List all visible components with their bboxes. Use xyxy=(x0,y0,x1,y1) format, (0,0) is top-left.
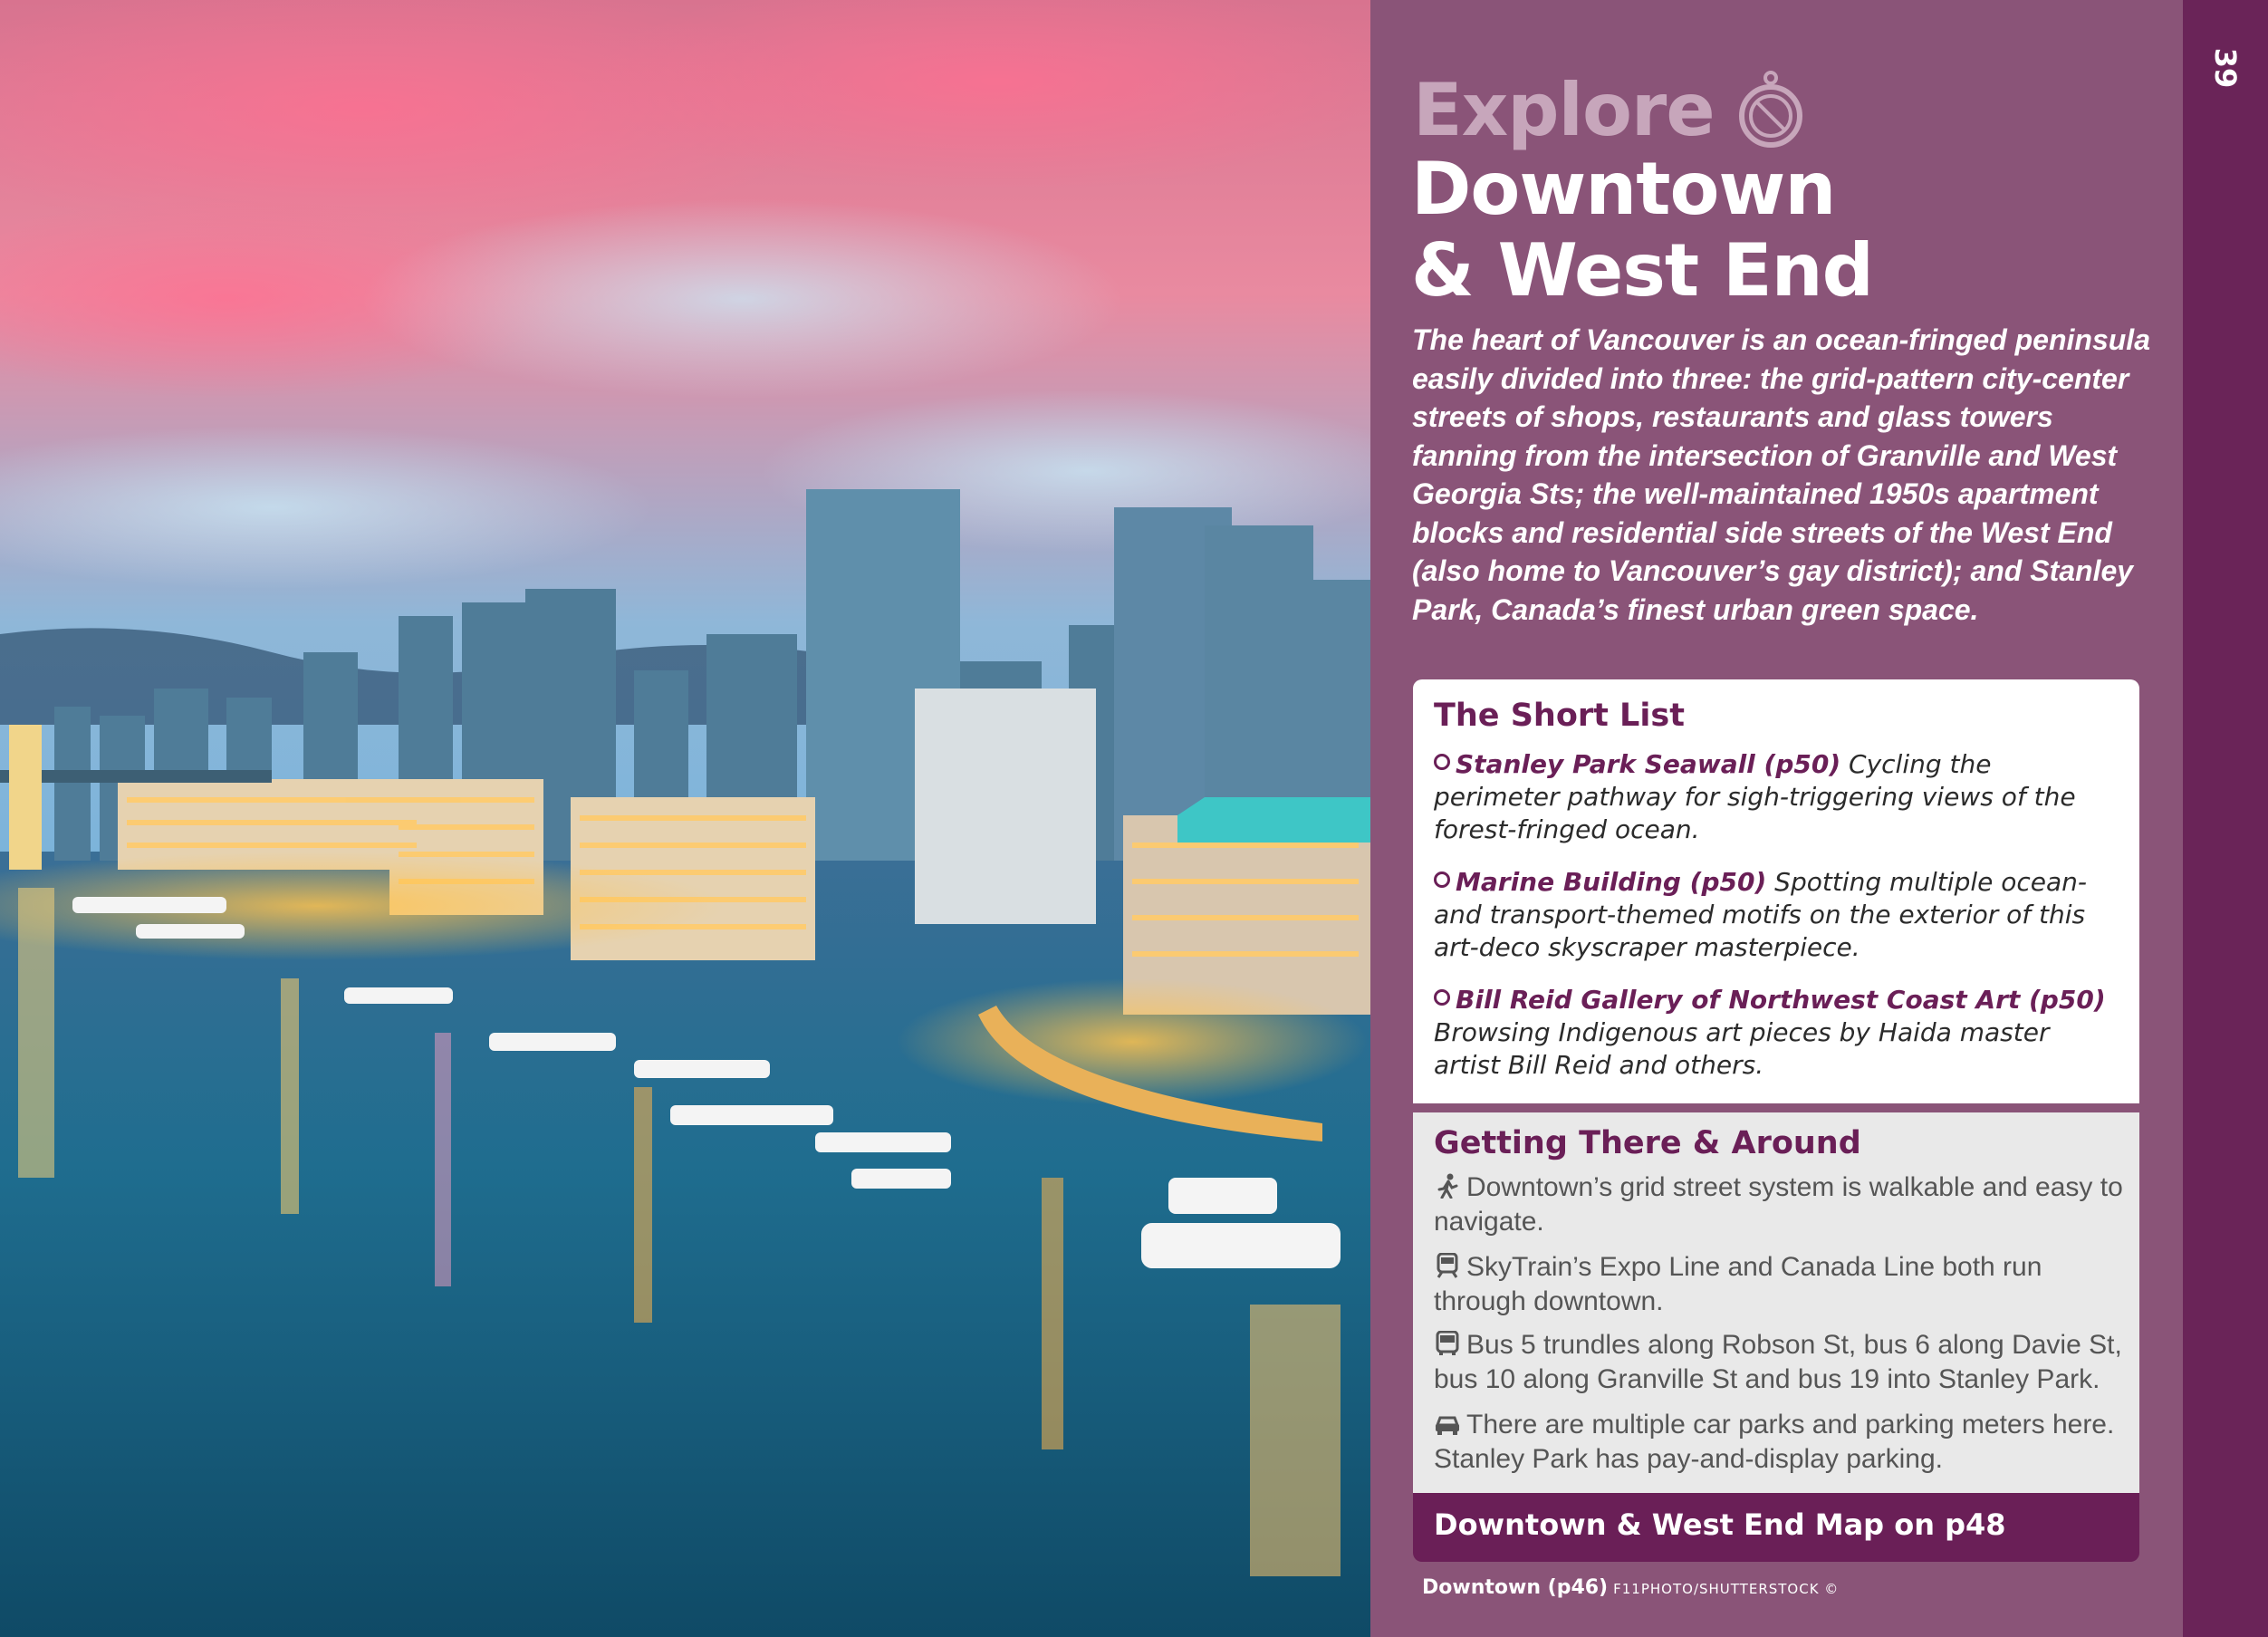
item-name: Marine Building (p50) xyxy=(1456,867,1767,897)
page-number: 39 xyxy=(2208,47,2243,89)
map-link-bar[interactable] xyxy=(1413,1493,2139,1562)
transport-item xyxy=(1434,1408,2131,1477)
bullet-icon xyxy=(1434,754,1450,770)
transport-item xyxy=(1434,1250,2131,1319)
explore-heading xyxy=(1413,60,1803,159)
photo-caption: Downtown (p46) xyxy=(1422,1576,1609,1599)
intro-paragraph: The heart of Vancouver is an ocean-fringed peninsula easily divided into three: the grid-pattern city-center streets of shops, restaurants and glass towers fanning from the intersection of Granville and West Georgia Sts; the well-maintained 1950s apartment blocks and residential side streets of the West End (also home to Vancouver’s gay district); and Stanley Park, Canada’s finest urban green space. xyxy=(1412,323,2150,626)
item-text: Cycling the perimeter pathway for sigh-triggering views of the forest-fringed ocean. xyxy=(1434,749,2076,844)
short-list-item xyxy=(1434,748,2122,846)
train-icon xyxy=(1434,1253,1461,1278)
transport-text: There are multiple car parks and parking meters here. Stanley Park has pay-and-display parking. xyxy=(1434,1410,2115,1474)
getting-there-box xyxy=(1413,1112,2139,1493)
page-title xyxy=(1411,149,2154,312)
item-name: Stanley Park Seawall (p50) xyxy=(1456,749,1841,779)
transport-text: SkyTrain’s Expo Line and Canada Line both run through downtown. xyxy=(1434,1252,2042,1316)
explore-kicker: Explore xyxy=(1413,67,1715,152)
transport-text: Bus 5 trundles along Robson St, bus 6 along Davie St, bus 10 along Granville St and bus 19 into Stanley Park. xyxy=(1434,1330,2122,1394)
title-line-2: & West End xyxy=(1411,228,1873,313)
transport-text: Downtown’s grid street system is walkable and easy to navigate. xyxy=(1434,1172,2123,1237)
map-link-text[interactable]: Downtown & West End Map on p48 xyxy=(1434,1507,2006,1542)
getting-there-title: Getting There & Around xyxy=(1434,1125,1861,1161)
short-list-card xyxy=(1413,679,2139,1103)
transport-item xyxy=(1434,1328,2131,1397)
photo-credit xyxy=(1422,1576,1839,1599)
car-icon xyxy=(1434,1411,1461,1436)
item-text: Browsing Indigenous art pieces by Haida master artist Bill Reid and others. xyxy=(1434,1017,2050,1080)
page-edge-strip xyxy=(2183,0,2268,1637)
bullet-icon xyxy=(1434,871,1450,888)
compass-icon xyxy=(1738,69,1803,150)
walking-icon xyxy=(1434,1173,1461,1199)
photo-source: F11PHOTO/SHUTTERSTOCK © xyxy=(1613,1581,1840,1597)
short-list-title: The Short List xyxy=(1434,698,1685,734)
item-text: Spotting multiple ocean- and transport-themed motifs on the exterior of this art-deco skyscraper masterpiece. xyxy=(1434,867,2088,962)
bus-icon xyxy=(1434,1331,1461,1356)
item-name: Bill Reid Gallery of Northwest Coast Art (p50) xyxy=(1456,985,2106,1015)
bullet-icon xyxy=(1434,989,1450,1006)
transport-item xyxy=(1434,1170,2131,1239)
short-list-item xyxy=(1434,866,2122,964)
title-line-1: Downtown xyxy=(1411,147,1836,231)
short-list-item xyxy=(1434,984,2122,1082)
